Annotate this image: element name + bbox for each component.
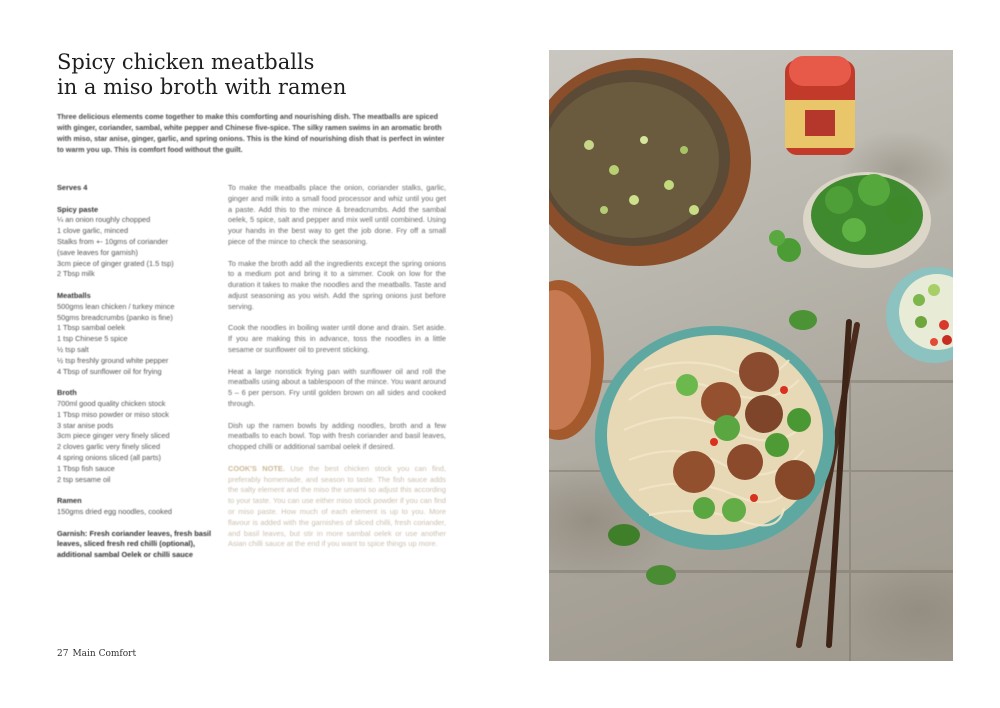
ingredient-group-heading: Spicy paste: [57, 204, 99, 214]
garnish-group: [57, 529, 222, 561]
ingredient-item: 700ml good quality chicken stock: [57, 398, 166, 408]
cooks-note: [228, 464, 446, 550]
recipe-title: [57, 50, 457, 100]
ingredient-group-meatballs: [57, 291, 222, 377]
food-photo: [549, 50, 953, 661]
ingredient-item: 1 Tbsp sambal oelek: [57, 323, 126, 333]
ingredient-item: 1 Tbsp miso powder or miso stock: [57, 409, 169, 419]
cooks-note-text: Use the best chicken stock you can find, preferably homemade, and season to taste. The fish sauce adds the salty element and the miso the umami so adjust this according to your taste. You can use either miso stock powder if you can find or miso paste. How much of each element is up to you. More flavour is added with the garnishes of sliced chilli, fresh coriander, and basil leaves, but stir in more sambal oelek or use another Asian chilli sauce at the end if you want to spice things up more.: [228, 463, 446, 549]
herb-bowl: [769, 172, 931, 268]
ingredient-item: ¼ an onion roughly chopped: [57, 215, 151, 225]
broth-bowl: [549, 58, 751, 266]
recipe-intro: Three delicious elements come together to make this comforting and nourishing dish. The meatballs are spiced with ginger, coriander, sambal, white pepper and Chinese five-spice. The silky ramen swims in an aromatic broth with miso, star anise, ginger, garlic, and spring onions. This is the kind of nourishing dish that is perfect in winter to warm you up. This is comfort food without the guilt.: [57, 112, 445, 154]
method-column: [228, 183, 446, 550]
garnish-text: Garnish: Fresh coriander leaves, fresh basil leaves, sliced fresh red chilli (optional), additional sambal Oelek or chilli sauce: [57, 528, 212, 560]
method-step: To make the meatballs place the onion, coriander stalks, garlic, ginger and milk into a small food processor and whiz until you get a paste. Add this to the mince & breadcrumbs. Add the sambal oelek, 5 spice, salt and pepper and mix well until combined. Using your hands in the best way to get the job done. Fry off a small piece of the mince to check the seasoning.: [228, 183, 446, 246]
section-name: Main Comfort: [72, 649, 137, 659]
ingredient-item: 3cm piece of ginger grated (1.5 tsp): [57, 258, 174, 268]
ingredient-item: 150gms dried egg noodles, cooked: [57, 506, 173, 516]
method-step: Cook the noodles in boiling water until done and drain. Set aside. If you are making this in advance, toss the noodles in a little sesame or sunflower oil to prevent sticking.: [228, 323, 446, 354]
cooks-note-label: COOK'S NOTE.: [228, 463, 285, 473]
ingredient-item: Stalks from +- 10gms of coriander: [57, 236, 169, 246]
ramen-bowl: [595, 326, 835, 550]
ingredient-item: 2 Tbsp milk: [57, 269, 95, 279]
serves-label: Serves 4: [57, 183, 88, 192]
ingredient-item: 3cm piece ginger very finely sliced: [57, 431, 170, 441]
ingredient-item: 2 tsp sesame oil: [57, 474, 111, 484]
ingredient-item: 50gms breadcrumbs (panko is fine): [57, 312, 173, 322]
serves-group: [57, 183, 222, 194]
copper-plate: [549, 280, 604, 440]
ingredient-group-broth: [57, 388, 222, 485]
ingredient-group-spicy-paste: [57, 205, 222, 281]
ingredient-item: (save leaves for garnish): [57, 247, 138, 257]
page-footer: [57, 649, 140, 659]
food-photo-illustration: [549, 50, 953, 661]
ingredient-item: 2 cloves garlic very finely sliced: [57, 442, 161, 452]
title-line-1: Spicy chicken meatballs: [57, 50, 315, 74]
ingredient-item: 500gms lean chicken / turkey mince: [57, 301, 175, 311]
ingredient-item: 1 Tbsp fish sauce: [57, 463, 115, 473]
method-step: Heat a large nonstick frying pan with sunflower oil and roll the meatballs using about a tablespoon of the mince. You want around 5 – 6 per person. Fry until golden brown on all sides and cooked through.: [228, 366, 446, 408]
ingredient-item: 1 clove garlic, minced: [57, 226, 129, 236]
ingredient-item: ½ tsp freshly ground white pepper: [57, 355, 169, 365]
ingredients-column: [57, 183, 222, 572]
ingredient-group-heading: Meatballs: [57, 290, 91, 300]
ingredient-item: 4 Tbsp of sunflower oil for frying: [57, 366, 162, 376]
ingredient-group-heading: Ramen: [57, 496, 82, 506]
ingredient-item: 1 tsp Chinese 5 spice: [57, 334, 128, 344]
ingredient-group-heading: Broth: [57, 388, 77, 398]
ingredient-group-ramen: [57, 496, 222, 518]
chilli-jar: [785, 56, 855, 155]
ingredient-item: 4 spring onions sliced (all parts): [57, 452, 161, 462]
garnish-bowl: [886, 267, 953, 363]
method-step: Dish up the ramen bowls by adding noodles, broth and a few meatballs to each bowl. Top with fresh coriander and basil leaves, chopped chilli or additional sambal oelek if desired.: [228, 420, 446, 452]
ingredient-item: 3 star anise pods: [57, 420, 114, 430]
title-line-2: in a miso broth with ramen: [57, 75, 347, 99]
page-number: 27: [57, 649, 69, 659]
ingredient-item: ½ tsp salt: [57, 344, 89, 354]
method-step: To make the broth add all the ingredients except the spring onions to a medium pot and bring it to a simmer. Cook on low for the duration it takes to make the noodles and the meatballs. Taste and adjust seasoning as you wish. Add the spring onions just before serving.: [228, 258, 446, 311]
